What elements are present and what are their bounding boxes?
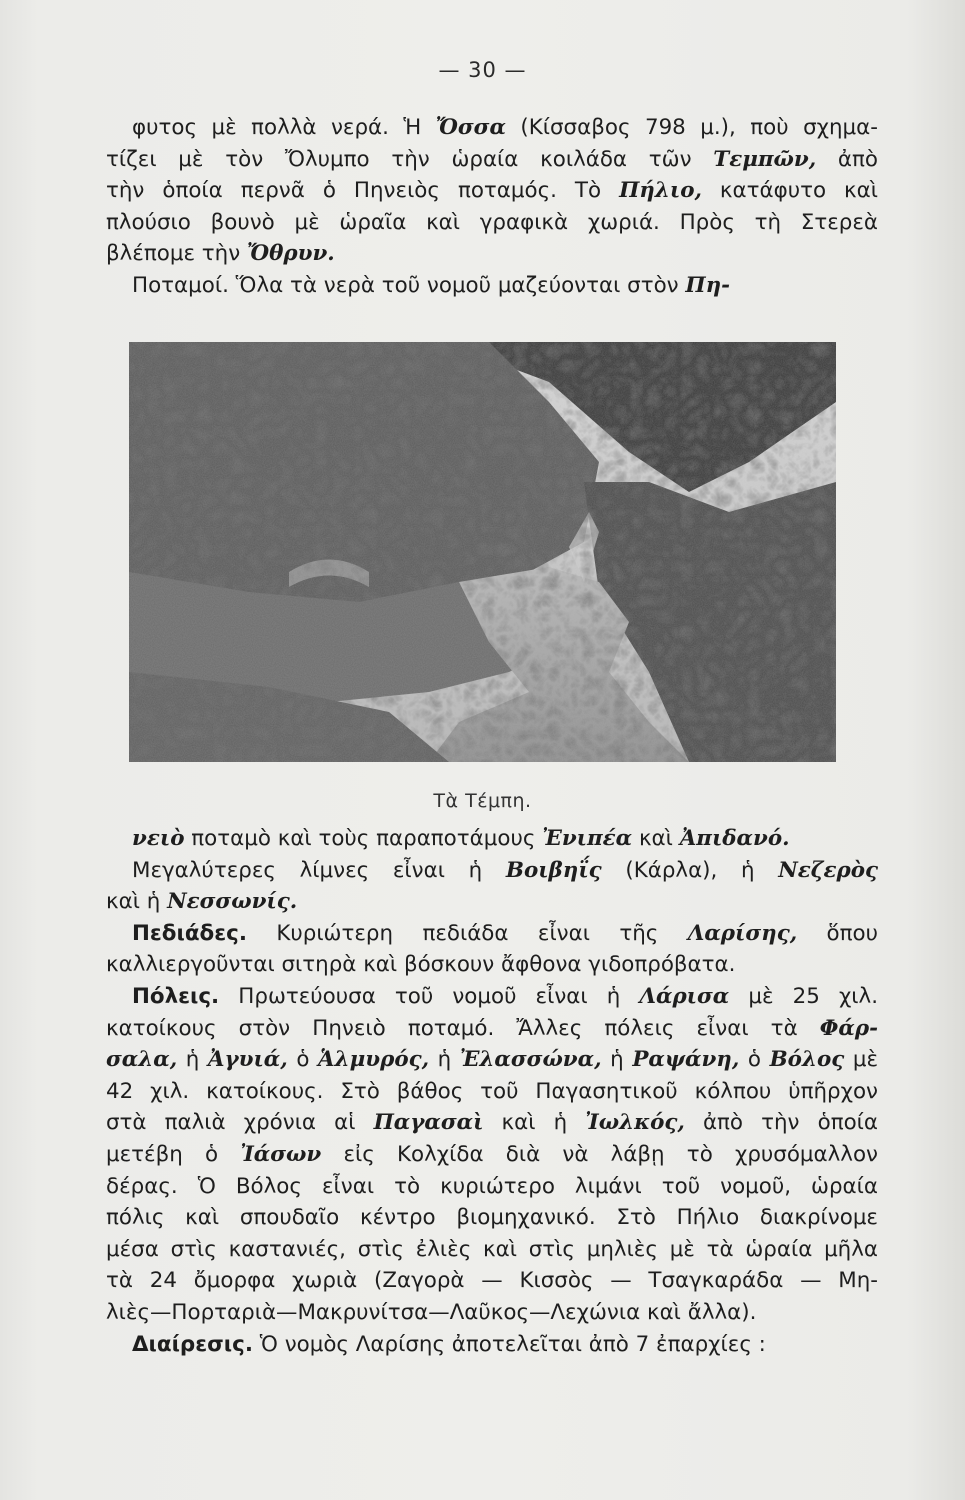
text-run: ὅπου (797, 920, 878, 946)
text-run: 42 χιλ. κατοίκους. Στὸ βάθος τοῦ Παγασητικοῦ κόλπου ὑπῆρχον (106, 1078, 878, 1104)
text-line (106, 1265, 878, 1297)
emphasized-term: Νεσσωνίς. (167, 889, 298, 915)
text-line (106, 1297, 878, 1329)
text-line (106, 1329, 878, 1361)
text-line (106, 270, 878, 302)
emphasized-term: Φάρ- (819, 1015, 878, 1041)
emphasized-term: Ὄσσα (435, 115, 506, 140)
text-line (106, 949, 878, 981)
text-block-top (106, 112, 878, 302)
emphasized-term: Λάρισα (639, 983, 730, 1009)
emphasized-term: Ἀπιδανό. (679, 826, 790, 851)
text-line (106, 823, 878, 855)
text-line (106, 112, 878, 144)
text-run: τίζει μὲ τὸν Ὄλυμπο τὴν ὡραία κοιλάδα τῶν (106, 146, 714, 172)
text-line (106, 144, 878, 176)
text-run: δέρας. Ὁ Βόλος εἶναι τὸ κυριώτερο λιμάνι τοῦ νομοῦ, ὡραία (106, 1173, 878, 1199)
text-line (106, 1044, 878, 1076)
text-run: καλλιεργοῦνται σιτηρὰ καὶ βόσκουν ἄφθονα γιδοπρόβατα. (106, 952, 736, 978)
text-run: Ὁ νομὸς Λαρίσης ἀποτελεῖται ἀπὸ 7 ἐπαρχίες : (252, 1331, 766, 1357)
emphasized-term: Λαρίσης, (687, 920, 798, 946)
section-heading: Πεδιάδες. (132, 920, 247, 946)
text-run: εἰς Κολχίδα διὰ νὰ λάβῃ τὸ χρυσόμαλλον (321, 1141, 878, 1167)
text-run: ὁ (739, 1047, 770, 1073)
emphasized-term: Ἐλασσώνα, (459, 1047, 602, 1073)
text-run: ἀπὸ τὴν ὁποία (684, 1110, 878, 1136)
photo-image (129, 342, 836, 762)
emphasized-term: Ἀγυιά, (207, 1047, 288, 1073)
text-run: ἀπὸ (816, 146, 878, 172)
text-line (106, 886, 878, 918)
text-run: ὁ (287, 1047, 318, 1073)
page-number: — 30 — (438, 58, 527, 82)
section-heading: Διαίρεσις. (132, 1331, 253, 1357)
text-run: τὴν ὁποία περνᾶ ὁ Πηνειὸς ποταμός. Τὸ (106, 178, 620, 204)
emphasized-term: Βόλος (769, 1047, 845, 1073)
text-block-bottom (106, 823, 878, 1360)
emphasized-term: Παγασαὶ (373, 1110, 484, 1136)
text-run: μετέβη ὁ (106, 1141, 241, 1167)
photo-tempi-valley (129, 342, 836, 762)
text-line (106, 1139, 878, 1171)
text-run: Κυριώτερη πεδιάδα εἶναι τῆς (246, 920, 688, 946)
text-line (106, 238, 878, 270)
text-run: πλούσιο βουνὸ μὲ ὡραῖα καὶ γραφικὰ χωριά. Πρὸς τὴ Στερεὰ (106, 209, 878, 235)
text-run: (Κάρλα), ἡ (601, 857, 779, 883)
emphasized-term: Ἐνιπέα (542, 826, 633, 851)
text-run: καὶ (632, 826, 680, 851)
emphasized-term: Βοιβηΐς (505, 857, 602, 883)
photo-caption: Τὰ Τέμπη. (433, 790, 532, 812)
text-run: μὲ 25 χιλ. (729, 983, 878, 1009)
emphasized-term: Ἰάσων (240, 1141, 322, 1167)
emphasized-term: Ἁλμυρός, (318, 1047, 430, 1073)
text-run: κατοίκους στὸν Πηνειὸ ποταμό. Ἄλλες πόλεις εἶναι τὰ (106, 1015, 820, 1041)
text-run: (Κίσσαβος 798 μ.), ποὺ σχημα- (505, 115, 878, 140)
emphasized-term: Ὄθρυν. (247, 241, 335, 267)
text-line (106, 981, 878, 1013)
text-run: ἡ (429, 1047, 460, 1073)
text-run: ἡ (601, 1047, 633, 1073)
text-line (106, 1202, 878, 1234)
text-line (106, 1234, 878, 1266)
text-run: μὲ (844, 1047, 878, 1073)
text-line (106, 1107, 878, 1139)
text-run: τὰ 24 ὄμορφα χωριὰ (Ζαγορὰ — Κισσὸς — Τσαγκαράδα — Μη- (106, 1268, 878, 1294)
text-run: Πρωτεύουσα τοῦ νομοῦ εἶναι ἡ (219, 983, 640, 1009)
emphasized-term: Ἰωλκός, (585, 1110, 685, 1136)
emphasized-term: Τεμπῶν, (713, 146, 817, 172)
emphasized-term: νειὸ (132, 826, 185, 851)
text-run: μέσα στὶς καστανιές, στὶς ἐλιὲς καὶ στὶς μηλιὲς μὲ τὰ ὡραία μῆλα (106, 1236, 878, 1262)
text-line (106, 207, 878, 239)
emphasized-term: σαλα, (106, 1047, 178, 1073)
text-run: ποταμὸ καὶ τοὺς παραποτάμους (184, 826, 543, 851)
text-line (106, 1171, 878, 1203)
emphasized-term: Πήλιο, (619, 178, 702, 204)
text-line (106, 918, 878, 950)
text-run: κατάφυτο καὶ (701, 178, 878, 204)
text-run: στὰ παλιὰ χρόνια αἱ (106, 1110, 374, 1136)
text-run: λιὲς—Πορταριὰ—Μακρυνίτσα—Λαῦκος—Λεχώνια καὶ ἄλλα). (106, 1299, 757, 1325)
text-run: φυτος μὲ πολλὰ νερά. Ἡ (132, 115, 436, 140)
text-run: ἡ (177, 1047, 208, 1073)
emphasized-term: Ραψάνη, (632, 1047, 740, 1073)
text-run: Μεγαλύτερες λίμνες εἶναι ἡ (132, 857, 506, 883)
emphasized-term: Νεζερὸς (778, 857, 878, 883)
text-run: πόλις καὶ σπουδαῖο κέντρο βιομηχανικό. Στὸ Πήλιο διακρίνομε (106, 1205, 878, 1231)
text-run: καὶ ἡ (106, 889, 168, 915)
text-run: βλέπομε τὴν (106, 241, 247, 267)
emphasized-term: Πη- (685, 272, 731, 298)
text-line (106, 855, 878, 887)
text-line (106, 1013, 878, 1045)
text-line (106, 1076, 878, 1108)
section-heading: Πόλεις. (132, 983, 220, 1009)
text-run: Ποταμοί. Ὅλα τὰ νερὰ τοῦ νομοῦ μαζεύονται στὸν (132, 272, 686, 298)
text-line (106, 175, 878, 207)
text-run: καὶ ἡ (483, 1110, 586, 1136)
